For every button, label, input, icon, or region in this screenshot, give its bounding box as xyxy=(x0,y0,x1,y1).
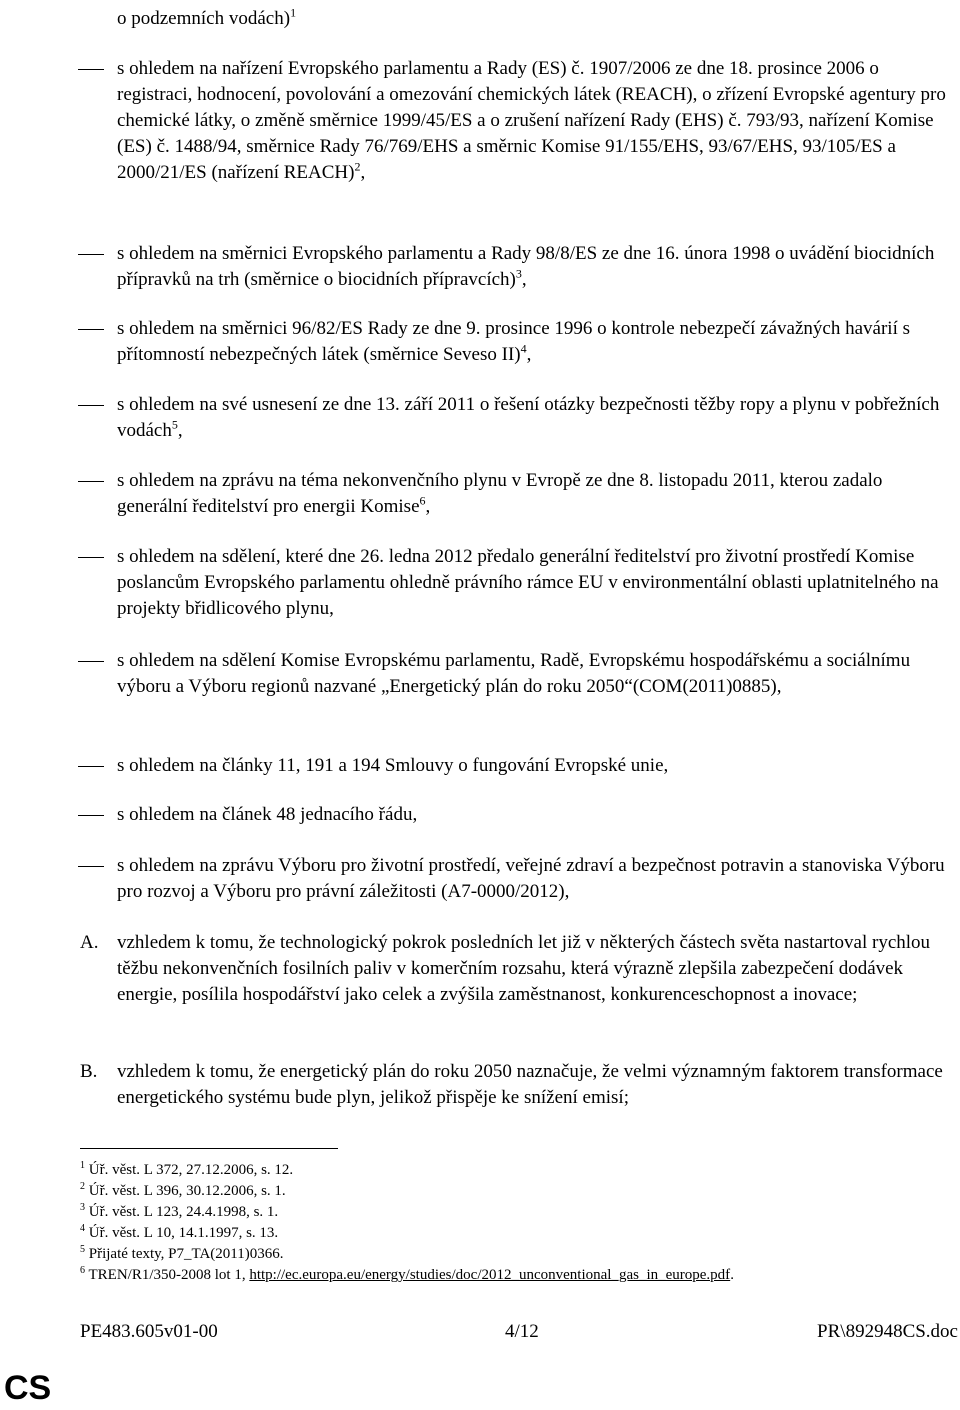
language-code: CS xyxy=(4,1369,52,1407)
citation-item: s ohledem na nařízení Evropského parlamentu a Rady (ES) č. 1907/2006 ze dne 18. prosince 2006 o registraci, hodnocení, povolování a omezování chemických látek (REACH), o zřízení Evropské agentury pro chemické látky, o změně směrnice 1999/45/ES a o zrušení nařízení Rady (EHS) č. 793/93, nařízení Komise (ES) č. 1488/94, směrnice Rady 76/769/EHS a směrnic Komise 91/155/EHS, 93/67/EHS, 93/105/ES a 2000/21/ES (nařízení REACH)$^2$, xyxy=(117,58,946,183)
dash-bullet xyxy=(78,661,104,662)
footnote: $^3$ Úř. věst. L 123, 24.4.1998, s. 1. xyxy=(80,1202,279,1220)
citation-item: s ohledem na zprávu Výboru pro životní prostředí, veřejné zdraví a bezpečnost potravin a stanoviska Výboru pro rozvoj a Výboru pro právní záležitosti (A7-0000/2012), xyxy=(117,855,945,902)
dash-bullet xyxy=(78,866,104,867)
citation-item: s ohledem na články 11, 191 a 194 Smlouvy o fungování Evropské unie, xyxy=(117,755,669,776)
recital-item: vzhledem k tomu, že technologický pokrok posledních let již v některých částech světa nastartoval rychlou těžbu nekonvenčních fosilních paliv v komerčním rozsahu, která výrazně zlepšila zabezpečení dodávek energie, posílila hospodářství jako celek a zvýšila zaměstnanost, konkurenceschopnost a inovace; xyxy=(117,932,931,1005)
footnote: $^6$ TREN/R1/350-2008 lot 1, http://ec.europa.eu/energy/studies/doc/2012_unconventional_gas_in_europe.pdf. xyxy=(80,1265,734,1283)
footer-file-name: PR\892948CS.doc xyxy=(817,1321,958,1342)
footnote-separator xyxy=(80,1148,338,1149)
footnote: $^2$ Úř. věst. L 396, 30.12.2006, s. 1. xyxy=(80,1181,286,1199)
footnote: $^5$ Přijaté texty, P7_TA(2011)0366. xyxy=(80,1244,284,1262)
recital-item: vzhledem k tomu, že energetický plán do roku 2050 naznačuje, že velmi významným faktorem transformace energetického systému bude plyn, jelikož přispěje ke snížení emisí; xyxy=(117,1061,943,1108)
dash-bullet xyxy=(78,557,104,558)
citation-item: s ohledem na článek 48 jednacího řádu, xyxy=(117,804,418,825)
footnote-link[interactable]: http://ec.europa.eu/energy/studies/doc/2012_unconventional_gas_in_europe.pdf xyxy=(249,1267,731,1283)
footnote-ref: 5 xyxy=(171,417,178,432)
dash-bullet xyxy=(78,481,104,482)
footer-page-number: 4/12 xyxy=(505,1321,539,1342)
footnote: $^4$ Úř. věst. L 10, 14.1.1997, s. 13. xyxy=(80,1223,279,1241)
dash-bullet xyxy=(78,329,104,330)
dash-bullet xyxy=(78,766,104,767)
citation-item: s ohledem na sdělení Komise Evropskému parlamentu, Radě, Evropskému hospodářskému a sociálnímu výboru a Výboru regionů nazvané „Energetický plán do roku 2050“(COM(2011)0885), xyxy=(117,650,911,697)
citation-item: s ohledem na směrnici 96/82/ES Rady ze dne 9. prosince 1996 o kontrole nebezpečí závažných havárií s přítomností nebezpečných látek (směrnice Seveso II)$^4$, xyxy=(117,318,910,365)
footnote-ref: 6 xyxy=(419,493,426,508)
dash-bullet xyxy=(78,254,104,255)
recital-letter: B. xyxy=(80,1061,98,1082)
dash-bullet xyxy=(78,69,104,70)
citation-item: s ohledem na své usnesení ze dne 13. září 2011 o řešení otázky bezpečnosti těžby ropy a plynu v pobřežních vodách$^5$, xyxy=(117,394,940,441)
dash-bullet xyxy=(78,405,104,406)
dash-bullet xyxy=(78,815,104,816)
footer-doc-ref: PE483.605v01-00 xyxy=(80,1321,218,1342)
recital-letter: A. xyxy=(80,932,99,953)
footnote: $^1$ Úř. věst. L 372, 27.12.2006, s. 12. xyxy=(80,1160,294,1178)
footnote-ref: 1 xyxy=(290,5,297,20)
footnote-ref: 4 xyxy=(520,341,527,356)
footnote-ref: 2 xyxy=(354,159,361,174)
citation-item: s ohledem na sdělení, které dne 26. ledna 2012 předalo generální ředitelství pro životní prostředí Komise poslancům Evropského parlamentu ohledně právního rámce EU v environmentální oblasti uplatnitelného na projekty břidlicového plynu, xyxy=(117,546,939,619)
footnote-ref: 3 xyxy=(515,266,522,281)
continuation-text: o podzemních vodách)$^1$ xyxy=(117,5,297,29)
citation-item: s ohledem na zprávu na téma nekonvenčního plynu v Evropě ze dne 8. listopadu 2011, kterou zadalo generální ředitelství pro energii Komise$^6$, xyxy=(117,470,883,517)
citation-item: s ohledem na směrnici Evropského parlamentu a Rady 98/8/ES ze dne 16. února 1998 o uvádění biocidních přípravků na trh (směrnice o biocidních přípravcích)$^3$, xyxy=(117,243,935,290)
